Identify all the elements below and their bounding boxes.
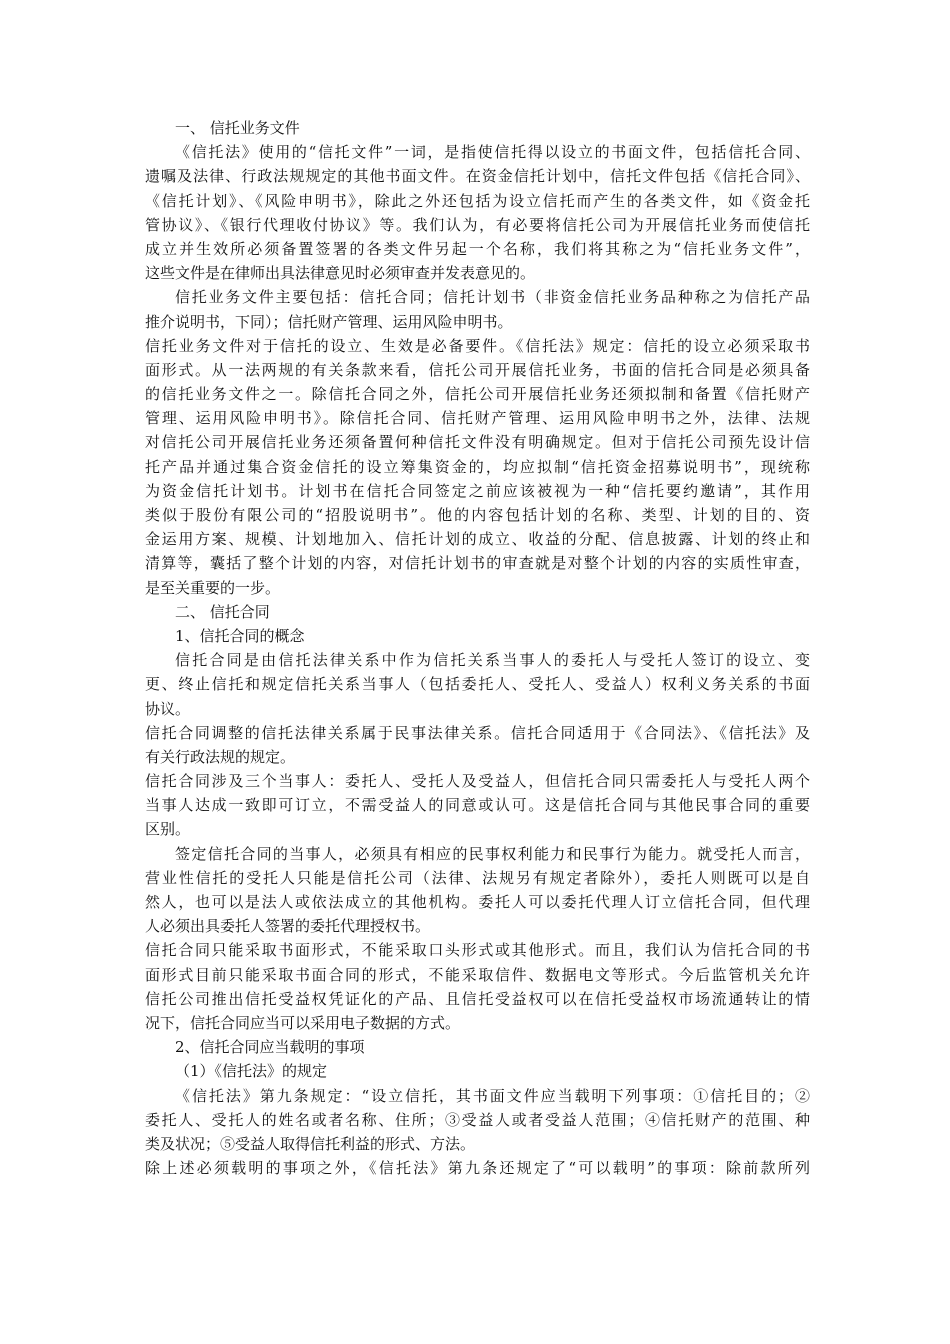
- subsection-heading: 1、信托合同的概念: [175, 626, 305, 645]
- paragraph-line: 委托人、受托人的姓名或者名称、住所；③受益人或者受益人范围；④信托财产的范围、种: [145, 1110, 810, 1129]
- paragraph-line: 信托公司推出信托受益权凭证化的产品、且信托受益权可以在信托受益权市场流通转让的情: [145, 989, 810, 1008]
- paragraph-line: 更、终止信托和规定信托关系当事人（包括委托人、受托人、受益人）权利义务关系的书面: [145, 675, 810, 694]
- paragraph-line: 营业性信托的受托人只能是信托公司（法律、法规另有规定者除外），委托人则既可以是自: [145, 868, 810, 887]
- paragraph-line: 当事人达成一致即可订立，不需受益人的同意或认可。这是信托合同与其他民事合同的重要: [145, 796, 810, 815]
- paragraph-line: 这些文件是在律师出具法律意见时必须审查并发表意见的。: [145, 264, 536, 283]
- paragraph-line: 的信托业务文件之一。除信托合同之外，信托公司开展信托业务还须拟制和备置《信托财产: [145, 385, 810, 404]
- paragraph-line: 是至关重要的一步。: [145, 578, 281, 597]
- paragraph-line: 信托业务文件主要包括：信托合同；信托计划书（非资金信托业务品种称之为信托产品: [175, 288, 810, 307]
- paragraph-line: 信托业务文件对于信托的设立、生效是必备要件。《信托法》规定：信托的设立必须采取书: [145, 336, 810, 355]
- subsection-heading: （1）《信托法》的规定: [175, 1062, 328, 1081]
- paragraph-line: 签定信托合同的当事人，必须具有相应的民事权利能力和民事行为能力。就受托人而言，: [175, 844, 810, 863]
- paragraph-line: 管理、运用风险申明书》。除信托合同、信托财产管理、运用风险申明书之外，法律、法规: [145, 409, 810, 428]
- paragraph-line: 有关行政法规的规定。: [145, 747, 296, 766]
- paragraph-line: 面形式。从一法两规的有关条款来看，信托公司开展信托业务，书面的信托合同是必须具备: [145, 360, 810, 379]
- paragraph-line: 信托合同调整的信托法律关系属于民事法律关系。信托合同适用于《合同法》、《信托法》及: [145, 723, 810, 742]
- section-heading-2: 二、 信托合同: [175, 602, 270, 621]
- paragraph-line: 清算等，囊括了整个计划的内容，对信托计划书的审查就是对整个计划的内容的实质性审查，: [145, 554, 810, 573]
- paragraph-line: 信托合同是由信托法律关系中作为信托关系当事人的委托人与受托人签订的设立、变: [175, 651, 810, 670]
- paragraph-line: 对信托公司开展信托业务还须备置何种信托文件没有明确规定。但对于信托公司预先设计信: [145, 433, 810, 452]
- paragraph-line: 类似于股份有限公司的“招股说明书”。他的内容包括计划的名称、类型、计划的目的、资: [145, 506, 810, 524]
- paragraph-line: 信托合同涉及三个当事人：委托人、受托人及受益人，但信托合同只需委托人与受托人两个: [145, 772, 810, 791]
- paragraph-line: 信托合同只能采取书面形式，不能采取口头形式或其他形式。而且，我们认为信托合同的书: [145, 941, 810, 960]
- paragraph-line: 然人，也可以是法人或依法成立的其他机构。委托人可以委托代理人订立信托合同，但代理: [145, 893, 810, 911]
- subsection-heading: 2、信托合同应当载明的事项: [175, 1038, 365, 1057]
- paragraph-line: 面形式目前只能采取书面合同的形式，不能采取信件、数据电文等形式。今后监管机关允许: [145, 965, 810, 984]
- paragraph-line: 类及状况；⑤受益人取得信托利益的形式、方法。: [145, 1134, 476, 1153]
- paragraph-line: 协议。: [145, 699, 191, 718]
- paragraph-line: 《信托法》使用的“信托文件”一词，是指使信托得以设立的书面文件，包括信托合同、: [175, 143, 810, 162]
- paragraph-line: 况下，信托合同应当可以采用电子数据的方式。: [145, 1013, 461, 1032]
- paragraph-line: 人必须出具委托人签署的委托代理授权书。: [145, 917, 431, 936]
- paragraph-line: 成立并生效所必须备置签署的各类文件另起一个名称，我们将其称之为“信托业务文件”，: [145, 239, 810, 258]
- paragraph-line: 托产品并通过集合资金信托的设立筹集资金的，均应拟制“信托资金招募说明书”，现统称: [145, 457, 810, 476]
- paragraph-line: 遗嘱及法律、行政法规规定的其他书面文件。在资金信托计划中，信托文件包括《信托合同》、: [145, 167, 810, 186]
- paragraph-line: 金运用方案、规模、计划地加入、信托计划的成立、收益的分配、信息披露、计划的终止和: [145, 530, 810, 549]
- paragraph-line: 区别。: [145, 820, 191, 839]
- document-body: [145, 116, 810, 1180]
- paragraph-line: 《信托法》第九条规定：“设立信托，其书面文件应当载明下列事项：①信托目的；②: [175, 1086, 810, 1105]
- paragraph-line: 《信托计划》、《风险申明书》，除此之外还包括为设立信托而产生的各类文件，如《资金托: [145, 191, 810, 210]
- paragraph-line: 管协议》、《银行代理收付协议》等。我们认为，有必要将信托公司为开展信托业务而使信托: [145, 215, 810, 234]
- paragraph-line: 推介说明书，下同）；信托财产管理、运用风险申明书。: [145, 312, 513, 331]
- section-heading-1: 一、 信托业务文件: [175, 119, 300, 137]
- paragraph-line: 为资金信托计划书。计划书在信托合同签定之前应该被视为一种“信托要约邀请”，其作用: [145, 481, 810, 500]
- paragraph-line: 除上述必须载明的事项之外，《信托法》第九条还规定了“可以载明”的事项：除前款所列: [145, 1159, 810, 1178]
